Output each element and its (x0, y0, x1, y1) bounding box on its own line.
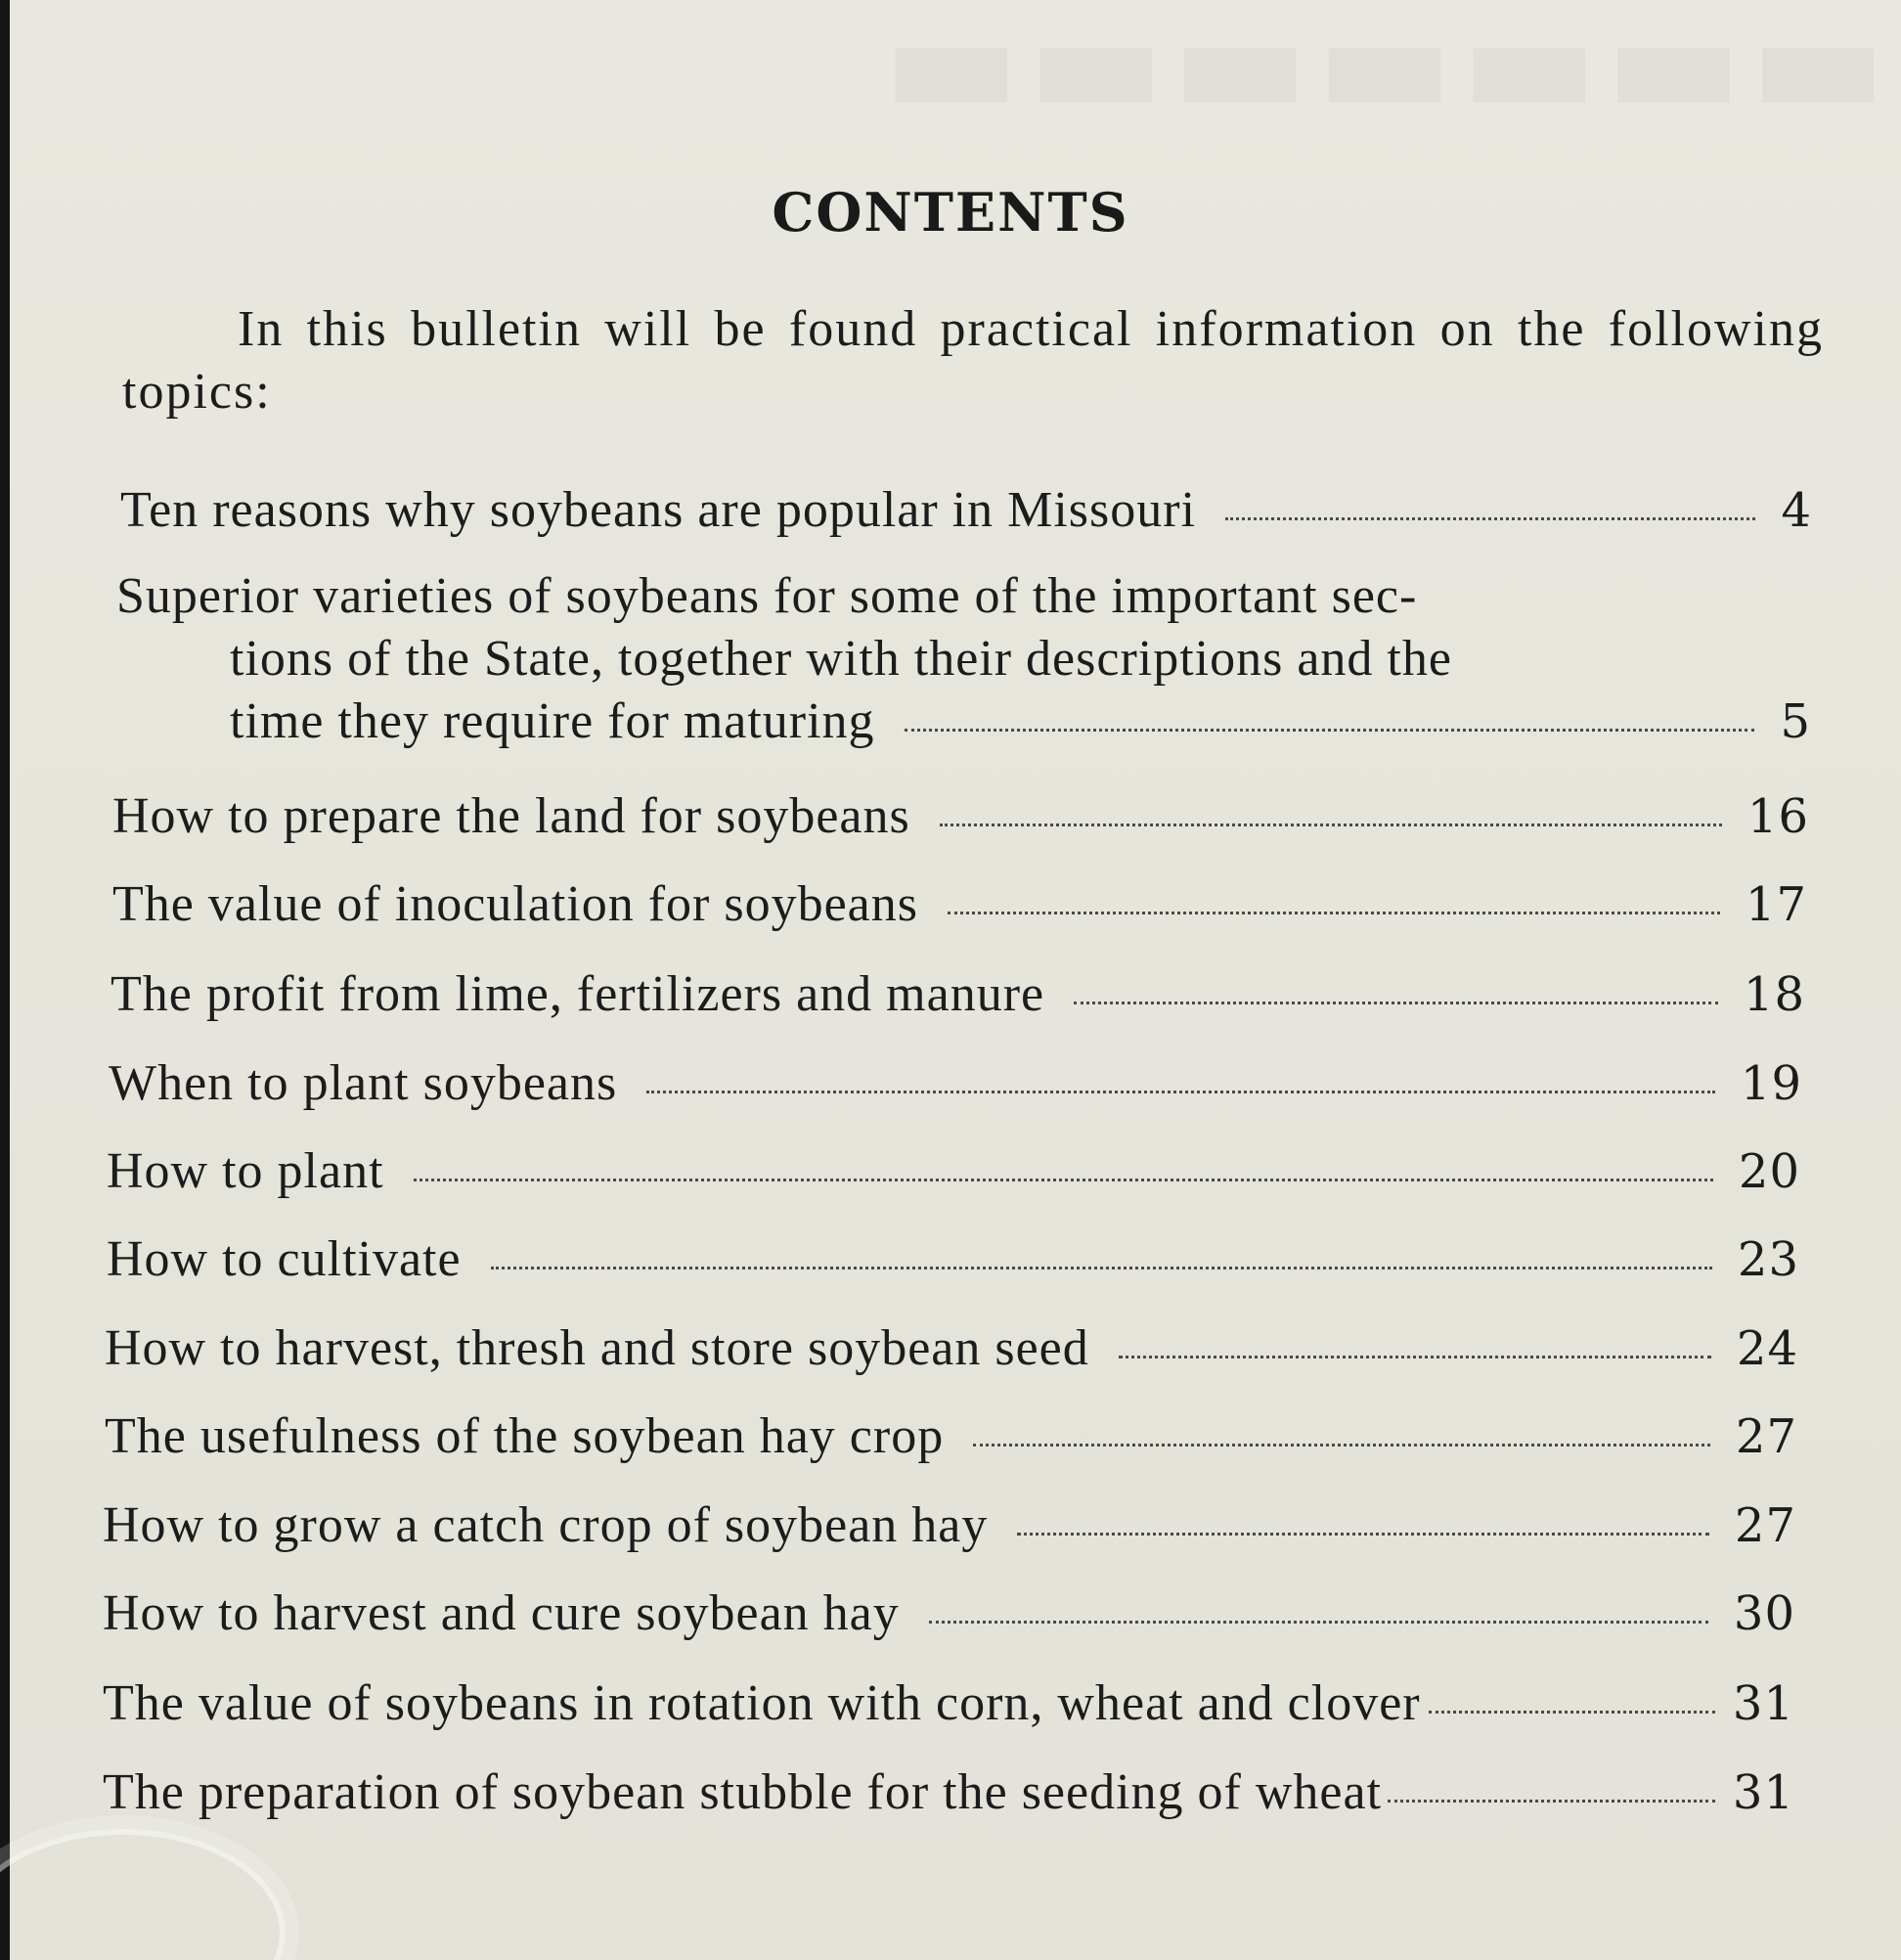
toc-page-number: 17 (1745, 877, 1807, 932)
toc-entry (103, 1761, 1794, 1824)
dot-leader (905, 729, 1755, 732)
toc-entry-title: How to grow a catch crop of soybean hay (103, 1497, 989, 1553)
dot-leader (1017, 1533, 1709, 1536)
toc-entry-last-line (116, 690, 1811, 753)
toc-entry-title: How to prepare the land for soybeans (112, 788, 910, 844)
dot-leader (948, 912, 1720, 914)
page-title: CONTENTS (772, 181, 1129, 244)
toc-entry (116, 565, 1811, 753)
toc-entry (103, 1494, 1796, 1557)
toc-page-number: 16 (1746, 789, 1809, 844)
toc-entry-title: The value of soybeans in rotation with corn, wheat and clover (103, 1675, 1421, 1731)
dot-leader (973, 1444, 1710, 1447)
toc-page-number: 23 (1737, 1232, 1799, 1287)
toc-entry-title-line: tions of the State, together with their descriptions and the (230, 631, 1452, 687)
toc-entry-title: The usefulness of the soybean hay crop (105, 1408, 945, 1464)
toc-entry-title: How to cultivate (107, 1231, 462, 1287)
toc-entry (107, 1228, 1799, 1291)
toc-entry (111, 963, 1805, 1026)
toc-entry (107, 1140, 1800, 1203)
toc-entry (105, 1405, 1797, 1468)
toc-page-number: 27 (1735, 1409, 1797, 1464)
dot-leader (940, 824, 1722, 826)
dot-leader (491, 1267, 1712, 1270)
toc-entry-title: The profit from lime, fertilizers and manure (111, 966, 1045, 1022)
dot-leader (414, 1179, 1713, 1181)
toc-entry (109, 1052, 1802, 1115)
toc-entry-title: The value of inoculation for soybeans (112, 876, 918, 932)
toc-entry-title: How to harvest, thresh and store soybean seed (105, 1320, 1089, 1376)
toc-entry-title: Ten reasons why soybeans are popular in Missouri (120, 482, 1197, 538)
toc-entry-title: When to plant soybeans (109, 1055, 618, 1111)
show-through-text: ▬▬▬▬▬▬▬ (875, 0, 1887, 149)
toc-page-number: 18 (1743, 967, 1805, 1022)
dot-leader (1119, 1356, 1711, 1359)
toc-page-number: 5 (1780, 694, 1811, 749)
toc-entry-title-line: time they require for maturing (230, 693, 875, 749)
toc-page-number: 31 (1732, 1676, 1794, 1731)
dot-leader (1225, 517, 1755, 520)
toc-entry (103, 1672, 1794, 1735)
toc-entry (103, 1582, 1795, 1645)
dot-leader (1429, 1711, 1715, 1714)
toc-page-number: 31 (1732, 1765, 1794, 1820)
toc-page-number: 20 (1738, 1144, 1800, 1199)
toc-page-number: 19 (1740, 1056, 1802, 1111)
dot-leader (929, 1621, 1708, 1624)
toc-entry (105, 1317, 1798, 1380)
dot-leader (1074, 1002, 1718, 1004)
toc-page-number: 27 (1734, 1498, 1796, 1553)
intro-paragraph: In this bulletin will be found practical information on the following topics: (122, 301, 1824, 420)
dot-leader (1388, 1800, 1715, 1803)
toc-entry-title-line: Superior varieties of soybeans for some of the important sec- (116, 568, 1418, 624)
dot-leader (646, 1091, 1715, 1093)
toc-page-number: 4 (1781, 483, 1812, 538)
toc-entry-title: How to plant (107, 1143, 384, 1199)
toc-entry-title: How to harvest and cure soybean hay (103, 1585, 900, 1641)
toc-page-number: 30 (1733, 1586, 1795, 1641)
toc-entry (112, 873, 1807, 936)
toc-page-number: 24 (1736, 1321, 1798, 1376)
toc-entry (112, 785, 1809, 848)
toc-entry-title: The preparation of soybean stubble for the seeding of wheat (103, 1764, 1383, 1820)
toc-entry (120, 479, 1812, 542)
